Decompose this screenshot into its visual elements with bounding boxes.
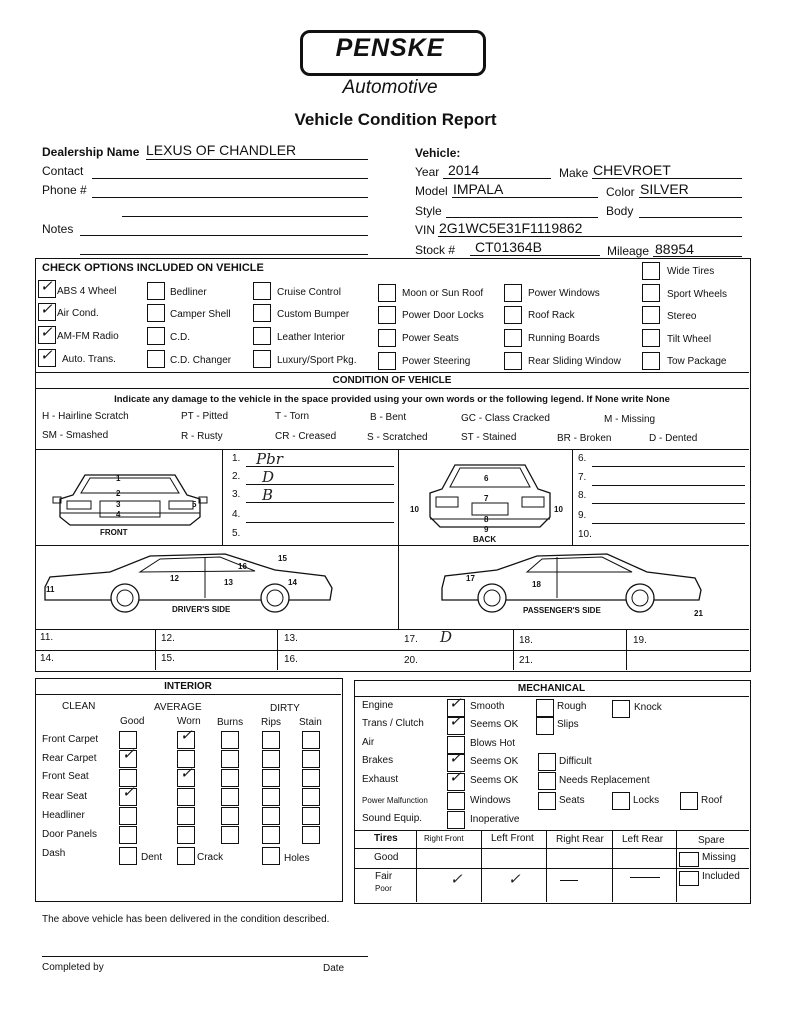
divider — [35, 372, 749, 373]
style-field[interactable] — [446, 217, 598, 218]
option-label: Wide Tires — [667, 266, 715, 277]
divider — [676, 830, 677, 902]
hand-note: D — [440, 628, 453, 646]
option-label: Tilt Wheel — [667, 334, 712, 345]
interior-checkbox[interactable] — [177, 788, 195, 806]
divider — [35, 449, 749, 450]
item-num: 13. — [284, 633, 298, 644]
notes-line-2[interactable] — [80, 254, 368, 255]
col-header: Burns — [217, 717, 244, 728]
model-value[interactable]: IMPALA — [453, 181, 504, 197]
power-seats-mech-checkbox[interactable] — [538, 792, 556, 810]
year-line — [443, 178, 551, 179]
diagram-mark: 18 — [532, 580, 541, 589]
stock-label: Stock # — [415, 243, 456, 257]
hand-note: B — [262, 486, 274, 504]
average-label: AVERAGE — [154, 702, 202, 713]
interior-checkbox[interactable] — [221, 769, 239, 787]
diagram-mark: 16 — [238, 562, 247, 571]
sport-wheels-checkbox[interactable] — [642, 284, 660, 302]
item-num: 14. — [40, 653, 54, 664]
stock-line — [470, 255, 600, 256]
delivery-statement: The above vehicle has been delivered in the condition described. — [42, 914, 330, 925]
check-mark: ✓ — [40, 301, 53, 318]
tires-col-header: Right Rear — [556, 834, 604, 845]
mech-label: Engine — [362, 700, 394, 711]
dealership-line — [146, 159, 368, 160]
color-line — [639, 197, 742, 198]
divider — [481, 830, 482, 902]
contact-field[interactable] — [92, 178, 368, 179]
interior-row-label: Headliner — [42, 810, 85, 821]
condition-heading: CONDITION OF VEHICLE — [332, 375, 452, 386]
back-item-num: 7. — [578, 472, 587, 483]
item-num: 12. — [161, 633, 175, 644]
interior-row-label: Rear Seat — [42, 791, 88, 802]
stereo-checkbox[interactable] — [642, 306, 660, 324]
option-label: ABS 4 Wheel — [57, 286, 117, 297]
item-num: 11. — [40, 632, 54, 643]
mech-label: Power Malfunction — [362, 796, 428, 805]
option-label: Moon or Sun Roof — [402, 288, 484, 299]
divider — [35, 629, 749, 630]
tire-mark-right-front: ✓ — [450, 870, 463, 888]
phone-field[interactable] — [92, 197, 368, 198]
divider — [35, 545, 749, 546]
door-locks-checkbox[interactable] — [378, 306, 396, 324]
page-title: Vehicle Condition Report — [294, 110, 497, 129]
diagram-mark: 6 — [484, 474, 489, 483]
dealership-label: Dealership Name — [42, 145, 140, 159]
mech-opt: Slips — [557, 719, 579, 730]
bumper-checkbox[interactable] — [253, 304, 271, 322]
tire-mark-left-rear — [630, 877, 660, 878]
check-mark: ✓ — [40, 324, 53, 341]
col-header: Rips — [261, 717, 282, 728]
power-windows-mech-checkbox[interactable] — [447, 792, 465, 810]
clean-label: CLEAN — [62, 701, 96, 712]
tires-col-header: Right Front — [424, 834, 464, 843]
mech-opt: Difficult — [559, 756, 592, 767]
divider — [277, 629, 278, 670]
power-steering-checkbox[interactable] — [378, 352, 396, 370]
model-line — [452, 197, 598, 198]
power-seats-checkbox[interactable] — [378, 329, 396, 347]
cd-checkbox[interactable] — [147, 327, 165, 345]
back-item-num: 10. — [578, 529, 592, 540]
mech-label: Air — [362, 737, 375, 748]
back-item-line[interactable] — [592, 466, 745, 467]
spare-option: Included — [702, 871, 740, 882]
legend-item: BR - Broken — [557, 433, 612, 444]
diagram-mark: 17 — [466, 574, 475, 583]
back-item-line[interactable] — [592, 503, 745, 504]
interior-checkbox[interactable] — [262, 731, 280, 749]
diagram-mark: 3 — [116, 500, 121, 509]
interior-checkbox[interactable] — [177, 807, 195, 825]
style-label: Style — [415, 204, 442, 218]
interior-checkbox[interactable] — [302, 788, 320, 806]
engine-rough-checkbox[interactable] — [536, 699, 554, 717]
interior-checkbox[interactable] — [119, 807, 137, 825]
item-num: 21. — [519, 655, 533, 666]
tires-col-header: Left Rear — [622, 834, 664, 845]
tires-col-header: Left Front — [491, 833, 534, 844]
body-label: Body — [606, 204, 634, 218]
item-num: 19. — [633, 635, 647, 646]
penske-logo-text: PENSKE — [335, 34, 445, 62]
contact-label: Contact — [42, 164, 84, 178]
front-item-num: 2. — [232, 471, 241, 482]
tires-row-label: Good — [374, 852, 399, 863]
legend-item: ST - Stained — [461, 432, 517, 443]
leather-checkbox[interactable] — [253, 327, 271, 345]
diagram-mark: 2 — [116, 489, 121, 498]
color-label: Color — [606, 185, 635, 199]
col-header: Stain — [299, 717, 322, 728]
check-mark: ✓ — [122, 746, 135, 763]
date-label: Date — [323, 963, 345, 974]
check-mark: ✓ — [449, 713, 462, 730]
mech-label: Trans / Clutch — [362, 718, 424, 729]
dash-holes-checkbox[interactable] — [262, 847, 280, 865]
divider — [35, 388, 749, 389]
vehicle-label: Vehicle: — [415, 146, 461, 160]
phone-label: Phone # — [42, 183, 87, 197]
tires-row-label: Fair — [375, 871, 393, 882]
option-label: Tow Package — [667, 356, 727, 367]
diagram-mark: 15 — [278, 554, 287, 563]
legend-item: S - Scratched — [367, 432, 428, 443]
divider — [354, 848, 749, 849]
dash-option-label: Holes — [284, 853, 310, 864]
diagram-mark: 10 — [410, 505, 419, 514]
option-label: Power Door Locks — [402, 310, 484, 321]
legend-item: B - Bent — [370, 412, 407, 423]
diagram-mark: 7 — [484, 494, 489, 503]
spare-missing-checkbox[interactable] — [679, 852, 699, 867]
make-value[interactable]: CHEVROET — [593, 162, 671, 178]
interior-row-label: Rear Carpet — [42, 753, 97, 764]
moonroof-checkbox[interactable] — [378, 284, 396, 302]
back-item-line[interactable] — [592, 485, 745, 486]
dash-option-label: Dent — [141, 852, 163, 863]
mech-opt: Knock — [634, 702, 662, 713]
diagram-mark: 8 — [484, 515, 489, 524]
interior-checkbox[interactable] — [221, 807, 239, 825]
back-label: BACK — [473, 535, 497, 544]
mech-label: Sound Equip. — [362, 813, 423, 824]
option-label: Roof Rack — [528, 310, 575, 321]
front-label: FRONT — [100, 528, 128, 537]
running-boards-checkbox[interactable] — [504, 329, 522, 347]
col-header: Good — [120, 716, 145, 727]
divider — [572, 449, 573, 545]
year-label: Year — [415, 165, 440, 179]
option-label: Air Cond. — [57, 308, 99, 319]
check-mark: ✓ — [449, 695, 462, 712]
tires-col-header: Tires — [374, 833, 398, 844]
divider — [398, 449, 399, 630]
divider — [155, 629, 156, 670]
dirty-label: DIRTY — [270, 703, 300, 714]
power-roof-mech-checkbox[interactable] — [680, 792, 698, 810]
signature-line[interactable] — [42, 956, 368, 957]
divider — [222, 449, 223, 545]
mech-label: Brakes — [362, 755, 394, 766]
front-item-line[interactable] — [246, 522, 394, 523]
interior-checkbox[interactable] — [221, 826, 239, 844]
vin-line — [438, 236, 742, 237]
divider — [35, 650, 749, 651]
legend-item: SM - Smashed — [42, 430, 109, 441]
option-label: Sport Wheels — [667, 289, 728, 300]
divider — [513, 629, 514, 670]
item-num: 20. — [404, 655, 418, 666]
legend-item: R - Rusty — [181, 431, 223, 442]
dealership-value[interactable]: LEXUS OF CHANDLER — [146, 142, 297, 158]
divider — [354, 868, 749, 869]
back-item-num: 8. — [578, 490, 587, 501]
front-car-diagram — [45, 465, 215, 540]
interior-checkbox[interactable] — [262, 769, 280, 787]
vin-label: VIN — [415, 223, 436, 237]
hand-note: D — [262, 468, 275, 486]
interior-checkbox[interactable] — [302, 826, 320, 844]
cd-changer-checkbox[interactable] — [147, 350, 165, 368]
luxury-checkbox[interactable] — [253, 350, 271, 368]
interior-checkbox[interactable] — [262, 807, 280, 825]
interior-row-label: Door Panels — [42, 829, 98, 840]
front-item-num: 4. — [232, 509, 241, 520]
diagram-mark: 4 — [116, 510, 121, 519]
divider — [354, 696, 749, 697]
sliding-window-checkbox[interactable] — [504, 352, 522, 370]
mech-label: Exhaust — [362, 774, 399, 785]
mech-opt: Needs Replacement — [559, 775, 650, 786]
diagram-mark: 9 — [484, 525, 489, 534]
diagram-mark: 21 — [694, 609, 703, 618]
model-label: Model — [415, 184, 448, 198]
interior-checkbox[interactable] — [302, 731, 320, 749]
interior-checkbox[interactable] — [302, 807, 320, 825]
diagram-mark: 13 — [224, 578, 233, 587]
interior-checkbox[interactable] — [262, 788, 280, 806]
sound-inop-checkbox[interactable] — [447, 811, 465, 829]
item-num: 18. — [519, 635, 533, 646]
color-value[interactable]: SILVER — [640, 181, 689, 197]
mechanical-heading: MECHANICAL — [517, 683, 586, 694]
check-mark: ✓ — [122, 784, 135, 801]
legend-item: M - Missing — [604, 414, 656, 425]
option-label: Leather Interior — [277, 332, 345, 343]
interior-checkbox[interactable] — [262, 750, 280, 768]
bedliner-checkbox[interactable] — [147, 282, 165, 300]
option-label: Power Steering — [402, 356, 471, 367]
condition-instruction: Indicate any damage to the vehicle in the space provided using your own words or the following legend. If None write None — [114, 394, 670, 405]
back-item-line[interactable] — [592, 523, 745, 524]
divider — [416, 830, 417, 902]
option-label: C.D. Changer — [170, 355, 232, 366]
hand-note: Pbr — [256, 450, 283, 468]
automotive-logo-text: Automotive — [342, 77, 438, 98]
body-field[interactable] — [639, 217, 742, 218]
check-mark: ✓ — [40, 347, 53, 364]
trans-slips-checkbox[interactable] — [536, 717, 554, 735]
front-item-num: 3. — [232, 489, 241, 500]
mileage-line — [653, 256, 742, 257]
cruise-checkbox[interactable] — [253, 282, 271, 300]
option-label: Power Seats — [402, 333, 459, 344]
diagram-mark: 1 — [116, 474, 121, 483]
interior-checkbox[interactable] — [302, 750, 320, 768]
option-label: AM-FM Radio — [57, 331, 119, 342]
option-label: Custom Bumper — [277, 309, 350, 320]
option-label: Stereo — [667, 311, 697, 322]
tire-mark-right-rear — [560, 880, 578, 881]
mech-opt: Seats — [559, 795, 585, 806]
front-item-num: 1. — [232, 453, 241, 464]
interior-row-label: Front Carpet — [42, 734, 99, 745]
legend-item: GC - Class Cracked — [461, 413, 550, 424]
legend-item: PT - Pitted — [181, 411, 229, 422]
camper-checkbox[interactable] — [147, 304, 165, 322]
back-item-num: 9. — [578, 510, 587, 521]
check-mark: ✓ — [180, 765, 193, 782]
passenger-label: PASSENGER'S SIDE — [523, 606, 601, 615]
power-windows-checkbox[interactable] — [504, 284, 522, 302]
front-item-num: 5. — [232, 528, 241, 539]
vin-value[interactable]: 2G1WC5E31F1119862 — [439, 220, 583, 236]
wide-tires-checkbox[interactable] — [642, 262, 660, 280]
mech-opt: Inoperative — [470, 814, 520, 825]
make-label: Make — [559, 166, 589, 180]
power-locks-mech-checkbox[interactable] — [612, 792, 630, 810]
legend-item: D - Dented — [649, 433, 698, 444]
divider — [626, 629, 627, 670]
option-label: Bedliner — [170, 287, 207, 298]
option-label: Power Windows — [528, 288, 600, 299]
option-label: Running Boards — [528, 333, 600, 344]
mech-opt: Roof — [701, 795, 723, 806]
divider — [354, 830, 749, 831]
check-mark: ✓ — [40, 278, 53, 295]
completed-by-label: Completed by — [42, 962, 104, 973]
diagram-mark: 14 — [288, 578, 297, 587]
dash-option-label: Crack — [197, 852, 224, 863]
tow-package-checkbox[interactable] — [642, 352, 660, 370]
divider — [35, 694, 341, 695]
check-mark: ✓ — [449, 769, 462, 786]
item-num: 16. — [284, 654, 298, 665]
dash-crack-checkbox[interactable] — [177, 847, 195, 865]
mech-opt: Seems OK — [470, 719, 519, 730]
option-label: Camper Shell — [170, 309, 231, 320]
interior-checkbox[interactable] — [221, 750, 239, 768]
mech-opt: Blows Hot — [470, 738, 516, 749]
diagram-mark: 10 — [554, 505, 563, 514]
spare-option: Missing — [702, 852, 736, 863]
legend-item: CR - Creased — [275, 431, 337, 442]
mileage-value[interactable]: 88954 — [655, 241, 694, 257]
mech-opt: Seems OK — [470, 756, 519, 767]
check-mark: ✓ — [449, 750, 462, 767]
interior-checkbox[interactable] — [262, 826, 280, 844]
mech-opt: Locks — [633, 795, 660, 806]
passenger-side-diagram — [437, 552, 707, 614]
year-value[interactable]: 2014 — [448, 162, 480, 178]
interior-checkbox[interactable] — [302, 769, 320, 787]
option-label: Auto. Trans. — [62, 354, 116, 365]
back-car-diagram — [420, 457, 560, 542]
interior-row-label: Front Seat — [42, 771, 89, 782]
diagram-mark: 5 — [192, 500, 197, 509]
option-label: C.D. — [170, 332, 190, 343]
brakes-difficult-checkbox[interactable] — [538, 753, 556, 771]
tire-mark-left-front: ✓ — [508, 870, 521, 888]
make-line — [592, 178, 742, 179]
tilt-wheel-checkbox[interactable] — [642, 329, 660, 347]
mech-opt: Windows — [470, 795, 511, 806]
stock-value[interactable]: CT01364B — [475, 239, 542, 255]
check-mark: ✓ — [180, 727, 193, 744]
notes-line-1[interactable] — [80, 235, 368, 236]
divider — [546, 830, 547, 902]
legend-item: H - Hairline Scratch — [42, 411, 129, 422]
engine-knock-checkbox[interactable] — [612, 700, 630, 718]
mech-opt: Rough — [557, 701, 587, 712]
tires-row-label: Poor — [375, 884, 392, 893]
diagram-mark: 11 — [46, 585, 55, 594]
interior-checkbox[interactable] — [119, 826, 137, 844]
option-label: Luxury/Sport Pkg. — [277, 355, 357, 366]
item-num: 17. — [404, 634, 418, 645]
roof-rack-checkbox[interactable] — [504, 306, 522, 324]
col-header: Worn — [177, 716, 201, 727]
option-label: Cruise Control — [277, 287, 341, 298]
dash-dent-checkbox[interactable] — [119, 847, 137, 865]
option-label: Rear Sliding Window — [528, 356, 621, 367]
diagram-mark: 12 — [170, 574, 179, 583]
divider — [612, 830, 613, 902]
interior-checkbox[interactable] — [177, 826, 195, 844]
exhaust-replace-checkbox[interactable] — [538, 772, 556, 790]
extra-line[interactable] — [122, 216, 368, 217]
interior-checkbox[interactable] — [221, 731, 239, 749]
legend-item: T - Torn — [275, 411, 310, 422]
driver-label: DRIVER'S SIDE — [172, 605, 231, 614]
spare-included-checkbox[interactable] — [679, 871, 699, 886]
item-num: 15. — [161, 653, 175, 664]
interior-row-label: Dash — [42, 848, 66, 859]
mech-opt: Seems OK — [470, 775, 519, 786]
mech-opt: Smooth — [470, 701, 505, 712]
options-heading: CHECK OPTIONS INCLUDED ON VEHICLE — [42, 262, 264, 274]
mileage-label: Mileage — [607, 244, 650, 258]
notes-label: Notes — [42, 222, 74, 236]
interior-checkbox[interactable] — [221, 788, 239, 806]
back-item-num: 6. — [578, 453, 587, 464]
interior-heading: INTERIOR — [164, 681, 212, 692]
tires-col-header: Spare — [698, 835, 725, 846]
